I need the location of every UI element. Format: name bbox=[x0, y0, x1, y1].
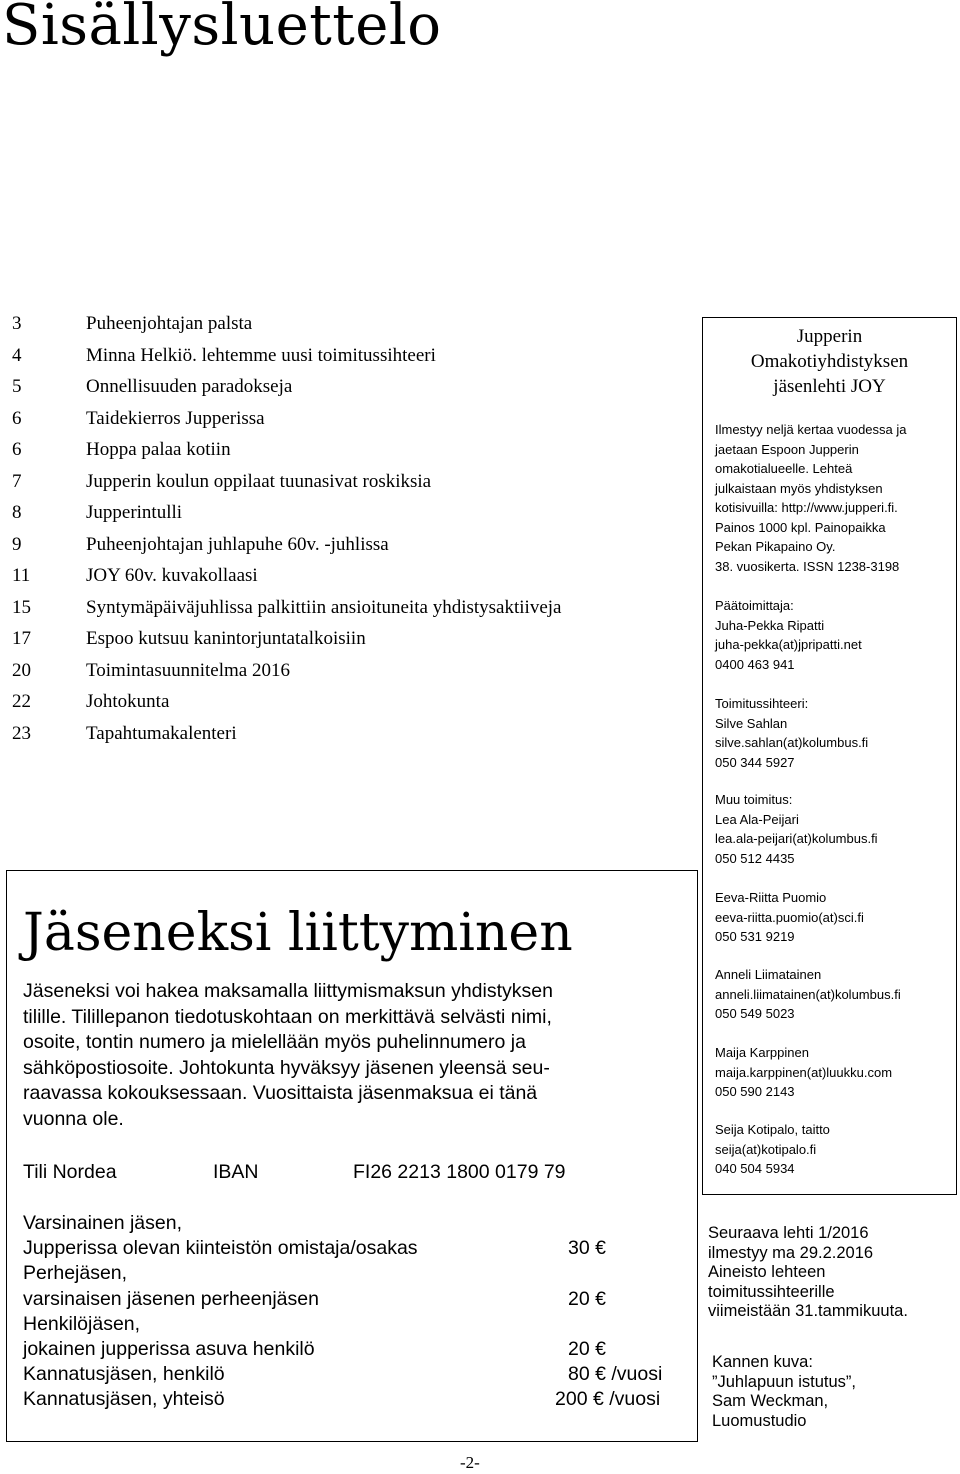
text-line: 0400 463 941 bbox=[715, 656, 795, 672]
toc-page-number: 20 bbox=[12, 659, 31, 681]
membership-box bbox=[6, 870, 698, 1442]
toc-entry bbox=[12, 686, 702, 718]
fee-label: Henkilöjäsen, bbox=[23, 1312, 141, 1335]
toc-entry bbox=[12, 592, 702, 624]
toc-entry bbox=[12, 560, 702, 592]
toc-page-number: 6 bbox=[12, 439, 22, 460]
text-line: Jäseneksi voi hakea maksamalla liittymismaksun yhdistyksen bbox=[23, 980, 553, 1002]
toc-title: Taidekierros Jupperissa bbox=[86, 407, 265, 429]
info-heading-line: jäsenlehti JOY bbox=[773, 376, 886, 397]
text-line: Toimitussihteeri: bbox=[715, 696, 809, 711]
fee-label: Perhejäsen, bbox=[23, 1262, 128, 1285]
page-number: -2- bbox=[460, 1453, 480, 1472]
fee-row bbox=[23, 1387, 695, 1412]
text-line: omakotialueelle. Lehteä bbox=[715, 461, 853, 476]
text-line: osoite, tontin numero ja mielellään myös puhelinnumero ja bbox=[23, 1031, 526, 1053]
toc-title: Toimintasuunnitelma 2016 bbox=[86, 659, 290, 681]
info-heading-line: Jupperin bbox=[796, 326, 863, 347]
iban-label: IBAN bbox=[213, 1161, 259, 1183]
text-line: jaetaan Espoon Jupperin bbox=[715, 441, 859, 457]
toc-title: Hoppa palaa kotiin bbox=[86, 439, 231, 460]
text-line: 050 531 9219 bbox=[715, 929, 795, 944]
text-line: viimeistään 31.tammikuuta. bbox=[708, 1302, 908, 1320]
text-line: 38. vuosikerta. ISSN 1238-3198 bbox=[715, 558, 900, 574]
fee-amount: 200 € /vuosi bbox=[555, 1388, 661, 1411]
membership-text bbox=[23, 979, 683, 1132]
account-label: Tili Nordea bbox=[23, 1161, 117, 1183]
toc-entry bbox=[12, 655, 702, 687]
toc-entry bbox=[12, 529, 702, 561]
text-line: Maija Karppinen bbox=[715, 1045, 809, 1060]
toc-title: Onnellisuuden paradokseja bbox=[86, 376, 293, 397]
fee-label: Varsinainen jäsen, bbox=[23, 1212, 182, 1234]
text-line: ilmestyy ma 29.2.2016 bbox=[708, 1243, 874, 1262]
bank-account bbox=[23, 1159, 683, 1185]
fee-label: varsinaisen jäsenen perheenjäsen bbox=[23, 1287, 319, 1310]
text-line: julkaistaan myös yhdistyksen bbox=[715, 480, 883, 496]
text-line: raavassa kokouksessaan. Vuosittaista jäsenmaksua ei tänä bbox=[23, 1082, 538, 1104]
fee-row bbox=[23, 1362, 695, 1387]
text-line: Seuraava lehti 1/2016 bbox=[708, 1224, 869, 1242]
toc-title: JOY 60v. kuvakollaasi bbox=[86, 565, 258, 586]
fee-row bbox=[23, 1337, 695, 1362]
text-line: juha-pekka(at)jpripatti.net bbox=[715, 637, 862, 652]
fee-amount: 30 € bbox=[568, 1237, 606, 1260]
text-line: Anneli Liimatainen bbox=[715, 967, 822, 982]
text-line: Luomustudio bbox=[712, 1411, 807, 1430]
publication-info-box bbox=[702, 317, 957, 1195]
fee-label: jokainen jupperissa asuva henkilö bbox=[23, 1337, 315, 1360]
toc-page-number: 3 bbox=[12, 313, 22, 334]
membership-heading: Jäseneksi liittyminen bbox=[23, 903, 573, 963]
toc-page-number: 9 bbox=[12, 533, 22, 555]
toc-title: Puheenjohtajan juhlapuhe 60v. -juhlissa bbox=[86, 533, 389, 555]
toc-page-number: 4 bbox=[12, 344, 22, 366]
toc-entry bbox=[12, 308, 702, 340]
toc-page-number: 15 bbox=[12, 596, 31, 618]
text-line: maija.karppinen(at)luukku.com bbox=[715, 1064, 893, 1080]
text-line: lea.ala-peijari(at)kolumbus.fi bbox=[715, 831, 878, 846]
text-line: Painos 1000 kpl. Painopaikka bbox=[715, 519, 886, 535]
toc-entry bbox=[12, 497, 702, 529]
text-line: vuonna ole. bbox=[23, 1107, 124, 1130]
text-line: 050 344 5927 bbox=[715, 754, 795, 770]
toc-title: Tapahtumakalenteri bbox=[86, 722, 237, 744]
fee-label: Jupperissa olevan kiinteistön omistaja/osakas bbox=[23, 1237, 418, 1260]
text-line: Päätoimittaja: bbox=[715, 598, 794, 613]
text-line: Juha-Pekka Ripatti bbox=[715, 617, 825, 633]
fee-row bbox=[23, 1211, 695, 1236]
text-line: kotisivuilla: http://www.jupperi.fi. bbox=[715, 500, 898, 515]
text-line: Seija Kotipalo, taitto bbox=[715, 1122, 830, 1137]
iban-number: FI26 2213 1800 0179 79 bbox=[353, 1161, 566, 1183]
toc-title: Espoo kutsuu kanintorjuntatalkoisiin bbox=[86, 628, 366, 649]
text-line: Silve Sahlan bbox=[715, 715, 788, 731]
info-heading-line: Omakotiyhdistyksen bbox=[750, 351, 909, 372]
text-line: Muu toimitus: bbox=[715, 792, 793, 807]
toc-page-number: 17 bbox=[12, 628, 31, 649]
toc-title: Jupperintulli bbox=[86, 502, 183, 523]
toc-entry bbox=[12, 371, 702, 403]
text-line: sähköpostiosoite. Johtokunta hyväksyy jäsenen yleensä seu- bbox=[23, 1056, 550, 1079]
toc-title: Puheenjohtajan palsta bbox=[86, 313, 253, 334]
text-line: silve.sahlan(at)kolumbus.fi bbox=[715, 735, 869, 750]
toc-entry bbox=[12, 403, 702, 435]
text-line: Aineisto lehteen bbox=[708, 1263, 826, 1281]
text-line: tilille. Tilillepanon tiedotuskohtaan on merkittävä selvästi nimi, bbox=[23, 1005, 552, 1028]
toc-entry bbox=[12, 434, 702, 466]
table-of-contents bbox=[12, 308, 702, 749]
text-line: Kannen kuva: bbox=[712, 1353, 813, 1371]
toc-title: Jupperin koulun oppilaat tuunasivat roskiksia bbox=[86, 470, 432, 492]
text-line: 050 512 4435 bbox=[715, 850, 795, 866]
text-line: Lea Ala-Peijari bbox=[715, 811, 799, 827]
info-box-heading bbox=[703, 324, 956, 399]
text-line: 050 590 2143 bbox=[715, 1084, 795, 1099]
toc-entry bbox=[12, 340, 702, 372]
staff-member bbox=[715, 888, 955, 947]
toc-title: Minna Helkiö. lehtemme uusi toimitussihteeri bbox=[86, 344, 436, 366]
text-line: 040 504 5934 bbox=[715, 1161, 795, 1176]
editor-in-chief bbox=[715, 596, 955, 674]
text-line: Ilmestyy neljä kertaa vuodessa ja bbox=[715, 422, 907, 437]
editorial-secretary bbox=[715, 694, 955, 772]
toc-page-number: 23 bbox=[12, 722, 31, 744]
text-line: eeva-riitta.puomio(at)sci.fi bbox=[715, 909, 864, 925]
fee-row bbox=[23, 1312, 695, 1337]
toc-page-number: 6 bbox=[12, 407, 22, 429]
toc-page-number: 11 bbox=[12, 565, 31, 586]
text-line: Pekan Pikapaino Oy. bbox=[715, 539, 836, 554]
toc-title: Johtokunta bbox=[86, 691, 170, 712]
toc-page-number: 7 bbox=[12, 470, 22, 492]
fee-amount: 20 € bbox=[568, 1337, 606, 1360]
fee-amount: 20 € bbox=[568, 1287, 606, 1310]
fee-label: Kannatusjäsen, yhteisö bbox=[23, 1388, 225, 1411]
fee-row bbox=[23, 1236, 695, 1261]
text-line: ”Juhlapuun istutus”, bbox=[712, 1372, 856, 1391]
staff-member bbox=[715, 1043, 955, 1102]
fee-label: Kannatusjäsen, henkilö bbox=[23, 1363, 225, 1386]
text-line: 050 549 5023 bbox=[715, 1006, 795, 1021]
cover-credit bbox=[712, 1353, 957, 1431]
toc-entry bbox=[12, 466, 702, 498]
toc-entry bbox=[12, 623, 702, 655]
text-line: toimitussihteerille bbox=[708, 1282, 835, 1301]
staff-member bbox=[715, 1120, 955, 1179]
text-line: Eeva-Riitta Puomio bbox=[715, 890, 827, 905]
text-line: Sam Weckman, bbox=[712, 1392, 829, 1410]
fee-row bbox=[23, 1261, 695, 1286]
toc-page-number: 8 bbox=[12, 502, 22, 523]
toc-page-number: 22 bbox=[12, 691, 31, 712]
page-title: Sisällysluettelo bbox=[2, 0, 442, 58]
membership-fees bbox=[23, 1211, 695, 1413]
publication-details bbox=[715, 420, 955, 576]
toc-page-number: 5 bbox=[12, 376, 22, 397]
staff-member bbox=[715, 965, 955, 1024]
other-staff bbox=[715, 790, 955, 868]
toc-entry bbox=[12, 718, 702, 750]
text-line: seija(at)kotipalo.fi bbox=[715, 1141, 817, 1157]
fee-row bbox=[23, 1287, 695, 1312]
toc-title: Syntymäpäiväjuhlissa palkittiin ansioituneita yhdistysaktiiveja bbox=[86, 596, 562, 618]
next-issue-notice bbox=[708, 1224, 958, 1322]
text-line: anneli.liimatainen(at)kolumbus.fi bbox=[715, 986, 901, 1002]
fee-amount: 80 € /vuosi bbox=[568, 1363, 663, 1386]
